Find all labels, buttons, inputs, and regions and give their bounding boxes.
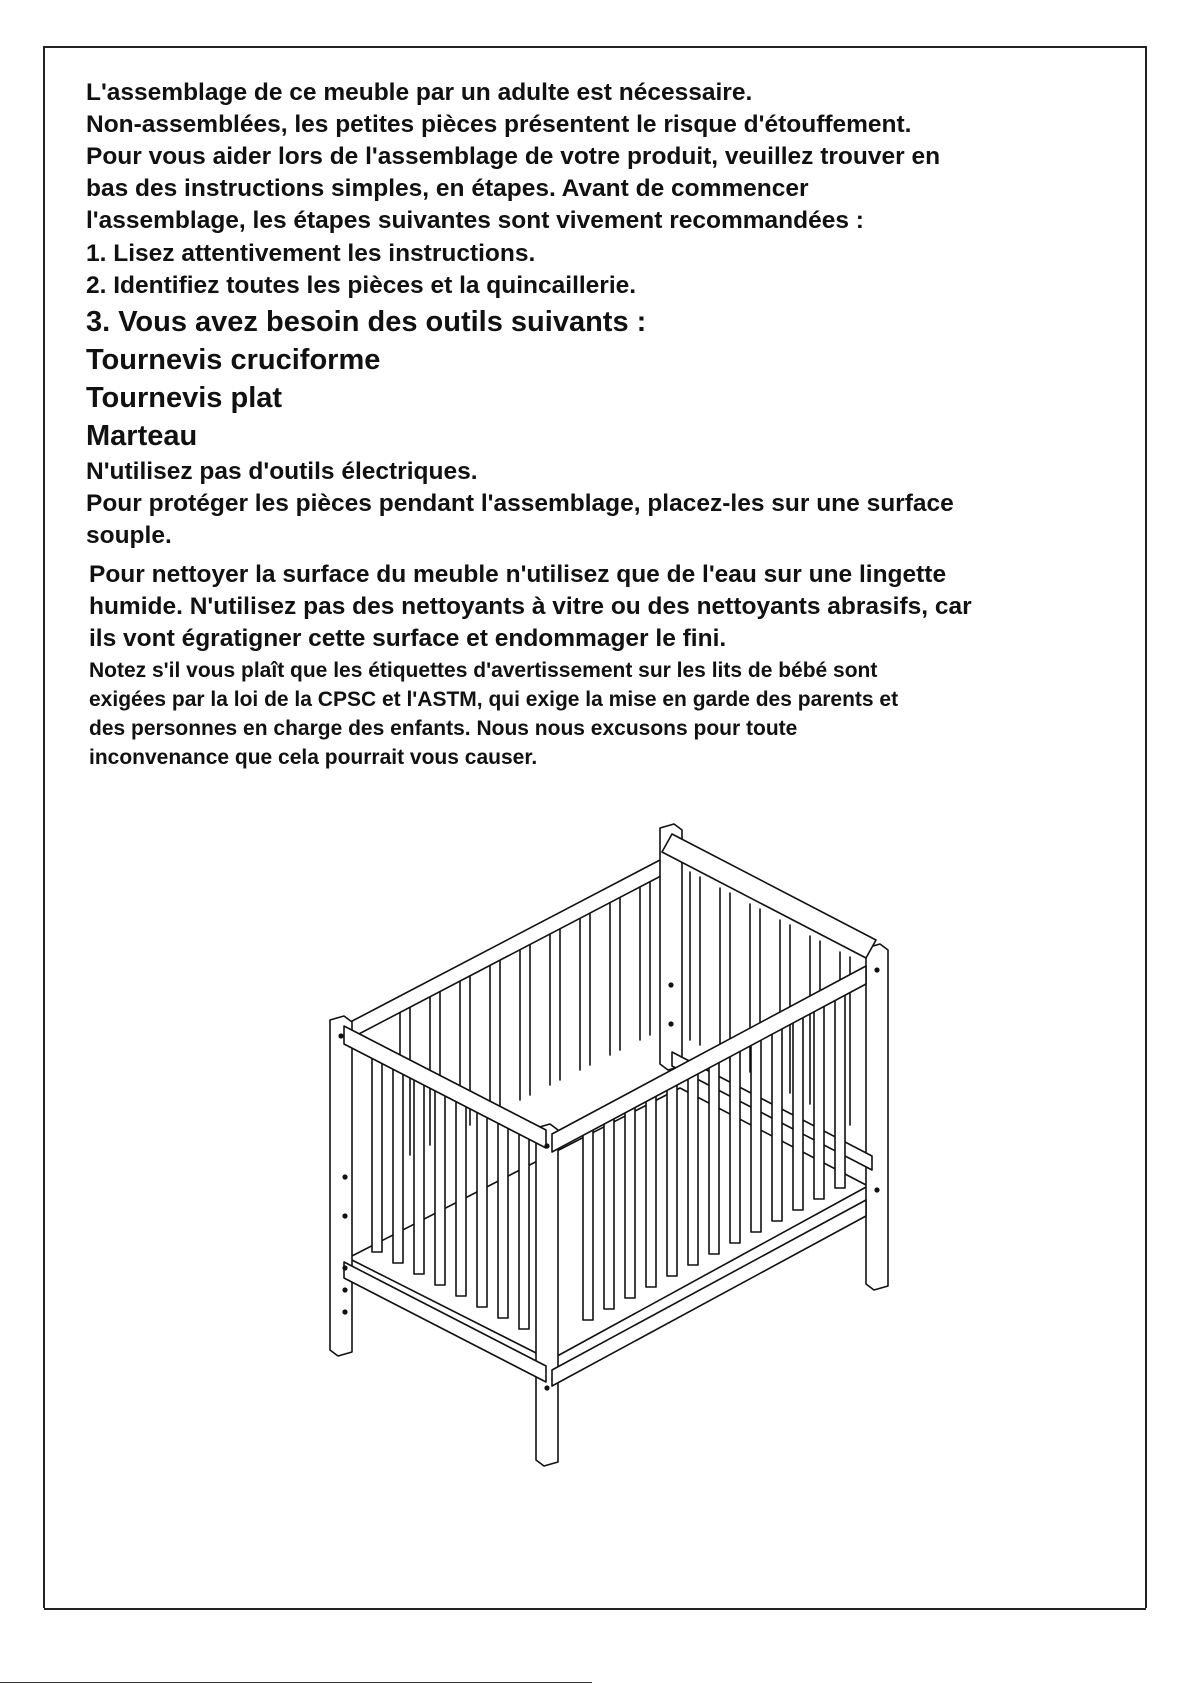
front-center-post <box>536 1124 558 1466</box>
warning-line: N'utilisez pas d'outils électriques. <box>86 458 478 485</box>
notice-line: des personnes en charge des enfants. Nous nous excusons pour toute <box>89 717 798 740</box>
step-1: 1. Lisez attentivement les instructions. <box>86 240 536 267</box>
front-panel-slats <box>372 988 845 1329</box>
back-top-rail <box>335 860 680 1036</box>
intro-line: Non-assemblées, les petites pièces présentent le risque d'étouffement. <box>86 111 912 138</box>
front-right-post <box>866 944 888 1290</box>
notice-line: Notez s'il vous plaît que les étiquettes d'avertissement sur les lits de bébé sont <box>89 659 878 682</box>
notice-line: inconvenance que cela pourrait vous causer. <box>89 746 538 769</box>
cleaning-line: humide. N'utilisez pas des nettoyants à vitre ou des nettoyants abrasifs, car <box>89 593 972 620</box>
intro-line: L'assemblage de ce meuble par un adulte est nécessaire. <box>86 79 753 106</box>
tool-item: Tournevis plat <box>86 382 283 414</box>
intro-line: Pour vous aider lors de l'assemblage de votre produit, veuillez trouver en <box>86 143 941 170</box>
step-2: 2. Identifiez toutes les pièces et la quincaillerie. <box>86 272 637 299</box>
tool-item: Marteau <box>86 420 198 452</box>
right-top-rail <box>662 834 876 958</box>
cleaning-line: ils vont égratigner cette surface et endommager le fini. <box>89 625 727 652</box>
intro-line: l'assemblage, les étapes suivantes sont vivement recommandées : <box>86 207 864 234</box>
tool-item: Tournevis cruciforme <box>86 344 381 376</box>
warning-line: Pour protéger les pièces pendant l'assemblage, placez-les sur une surface <box>86 490 954 517</box>
intro-line: bas des instructions simples, en étapes. Avant de commencer <box>86 175 809 202</box>
front-left-post <box>330 1016 352 1356</box>
warning-line: souple. <box>86 522 172 549</box>
tools-heading: 3. Vous avez besoin des outils suivants : <box>86 306 647 338</box>
cleaning-line: Pour nettoyer la surface du meuble n'utilisez que de l'eau sur une lingette <box>89 561 947 588</box>
notice-line: exigées par la loi de la CPSC et l'ASTM, qui exige la mise en garde des parents et <box>89 688 899 711</box>
